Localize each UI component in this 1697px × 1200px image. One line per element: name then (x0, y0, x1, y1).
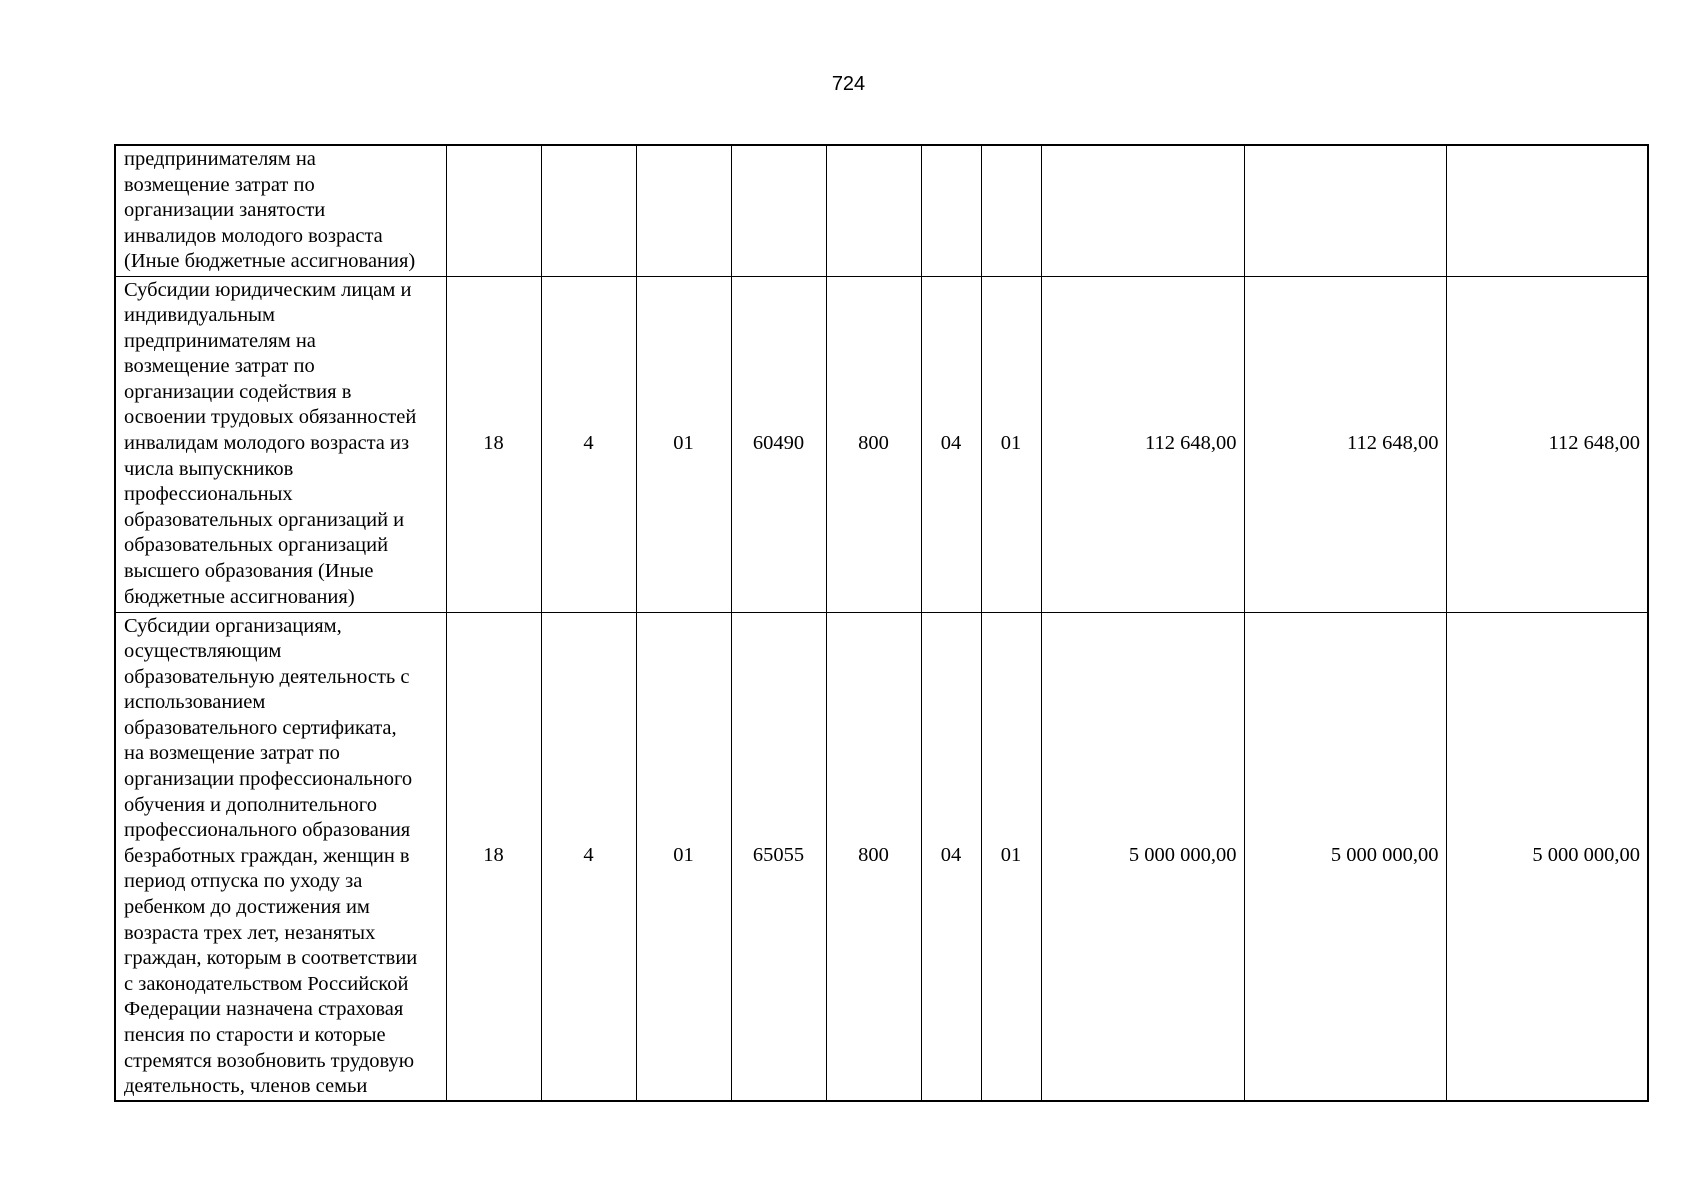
page-number: 724 (831, 73, 866, 95)
main-activity-code-cell (636, 145, 731, 276)
amount-year-1-cell (1041, 145, 1244, 276)
row-description: Субсидии юридическим лицам и индивидуальным предпринимателям на возмещение затрат по организации содействия в освоении трудовых обязанностей инвалидам молодого возраста из числа выпускников профессиональных образовательных организаций и образовательных организаций высшего образования (Иные бюджетные ассигнования) (115, 276, 446, 612)
subsection-code-cell: 01 (981, 612, 1041, 1101)
subprogram-code-cell: 4 (541, 276, 636, 612)
main-activity-code-cell: 01 (636, 276, 731, 612)
table-row (115, 276, 1648, 612)
amount-year-1-cell: 112 648,00 (1041, 276, 1244, 612)
budget-table (114, 144, 1649, 1102)
subsection-code-cell: 01 (981, 276, 1041, 612)
amount-year-3-cell: 112 648,00 (1446, 276, 1648, 612)
program-code-cell: 18 (446, 612, 541, 1101)
expense-type-code-cell (826, 145, 921, 276)
program-code-cell (446, 145, 541, 276)
subsection-code-cell (981, 145, 1041, 276)
main-activity-code-cell: 01 (636, 612, 731, 1101)
row-description: Субсидии организациям, осуществляющим образовательную деятельность с использованием образовательного сертификата, на возмещение затрат по организации профессионального обучения и дополнительного профессионального образования безработных граждан, женщин в период отпуска по уходу за ребенком до достижения им возраста трех лет, незанятых граждан, которым в соответствии с законодательством Российской Федерации назначена страховая пенсия по старости и которые стремятся возобновить трудовую деятельность, членов семьи (115, 612, 446, 1101)
expense-type-code-cell: 800 (826, 612, 921, 1101)
direction-code-cell: 60490 (731, 276, 826, 612)
subprogram-code-cell: 4 (541, 612, 636, 1101)
amount-year-2-cell: 5 000 000,00 (1244, 612, 1446, 1101)
amount-year-1-cell: 5 000 000,00 (1041, 612, 1244, 1101)
amount-year-3-cell: 5 000 000,00 (1446, 612, 1648, 1101)
amount-year-2-cell: 112 648,00 (1244, 276, 1446, 612)
section-code-cell: 04 (921, 276, 981, 612)
expense-type-code-cell: 800 (826, 276, 921, 612)
section-code-cell: 04 (921, 612, 981, 1101)
table-row (115, 612, 1648, 1101)
section-code-cell (921, 145, 981, 276)
program-code-cell: 18 (446, 276, 541, 612)
direction-code-cell (731, 145, 826, 276)
table-row (115, 145, 1648, 276)
subprogram-code-cell (541, 145, 636, 276)
row-description: предпринимателям на возмещение затрат по организации занятости инвалидов молодого возраста (Иные бюджетные ассигнования) (115, 145, 446, 276)
amount-year-2-cell (1244, 145, 1446, 276)
amount-year-3-cell (1446, 145, 1648, 276)
direction-code-cell: 65055 (731, 612, 826, 1101)
